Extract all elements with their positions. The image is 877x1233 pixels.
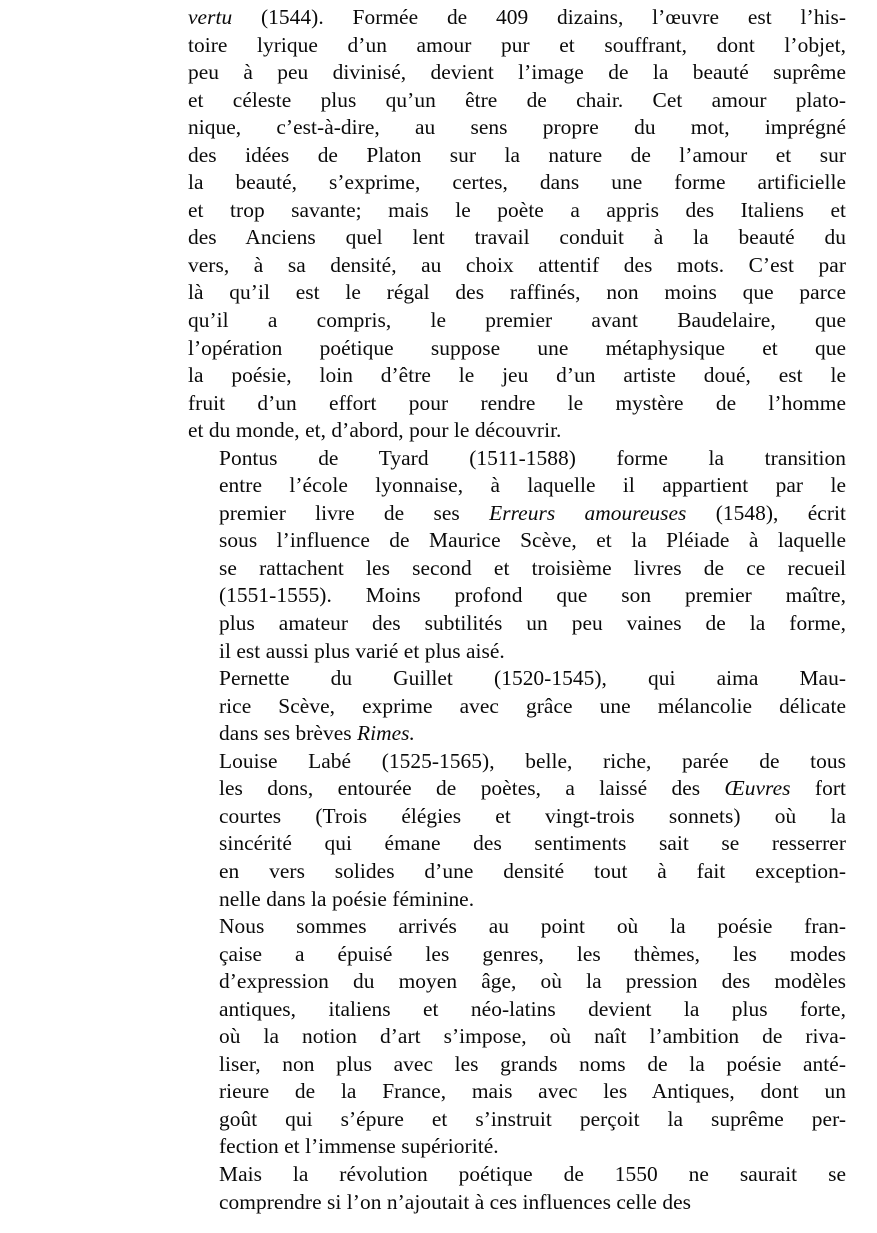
text-line (188, 307, 846, 335)
text-line (188, 59, 846, 87)
text-line (188, 197, 846, 225)
text-run: et du monde, et, d’abord, pour le découvrir. (188, 418, 562, 443)
text-run: vers, à sa densité, au choix attentif des mots. C’est par (188, 252, 846, 277)
text-line (188, 142, 846, 170)
text-run: (1548), écrit (686, 500, 846, 525)
text-line (188, 472, 846, 500)
text-line (188, 1133, 846, 1161)
text-line (188, 775, 846, 803)
text-line (188, 803, 846, 831)
text-run: courtes (Trois élégies et vingt-trois sonnets) où la (219, 803, 846, 828)
text-line (188, 748, 846, 776)
text-line (188, 1078, 846, 1106)
text-run: fort (790, 776, 846, 801)
text-line (188, 693, 846, 721)
text-line (188, 941, 846, 969)
text-run: antiques, italiens et néo-latins devient la plus forte, (219, 996, 846, 1021)
text-line (188, 417, 846, 445)
text-line (188, 114, 846, 142)
italic-title: vertu (188, 5, 233, 29)
text-run: et trop savante; mais le poète a appris des Italiens et (188, 197, 846, 222)
text-line (188, 279, 846, 307)
text-run: et céleste plus qu’un être de chair. Cet amour plato- (188, 87, 846, 112)
text-run: qu’il a compris, le premier avant Baudelaire, que (188, 308, 846, 333)
paragraph (188, 445, 846, 665)
text-line (188, 1023, 846, 1051)
text-line (188, 1161, 846, 1189)
text-line (188, 87, 846, 115)
text-run: nique, c’est-à-dire, au sens propre du mot, imprégné (188, 115, 846, 140)
text-run: Pontus de Tyard (1511-1588) forme la transition (219, 445, 846, 470)
text-run: il est aussi plus varié et plus aisé. (219, 638, 505, 663)
text-run: les dons, entourée de poètes, a laissé des (219, 776, 725, 801)
text-line (188, 886, 846, 914)
text-line (188, 169, 846, 197)
text-run: la beauté, s’exprime, certes, dans une forme artificielle (188, 170, 846, 195)
text-run: des idées de Platon sur la nature de l’amour et sur (188, 142, 846, 167)
text-run: çaise a épuisé les genres, les thèmes, les modes (219, 941, 846, 966)
text-run: d’expression du moyen âge, où la pression des modèles (219, 969, 846, 994)
text-run: rieure de la France, mais avec les Antiques, dont un (219, 1079, 846, 1104)
text-line (188, 527, 846, 555)
text-line (188, 968, 846, 996)
italic-title: Rimes. (357, 721, 415, 746)
text-run: l’opération poétique suppose une métaphysique et que (188, 335, 846, 360)
text-run: là qu’il est le régal des raffinés, non moins que parce (188, 280, 846, 305)
text-line (188, 858, 846, 886)
text-line (188, 500, 846, 528)
text-run: Nous sommes arrivés au point où la poésie fran- (219, 914, 846, 939)
text-line (188, 996, 846, 1024)
text-run: comprendre si l’on n’ajoutait à ces influences celle des (219, 1189, 692, 1214)
text-run: fruit d’un effort pour rendre le mystère de l’homme (188, 390, 846, 415)
text-run: Louise Labé (1525-1565), belle, riche, parée de tous (219, 748, 846, 773)
text-run: nelle dans la poésie féminine. (219, 886, 475, 911)
text-run: Mais la révolution poétique de 1550 ne saurait se (219, 1161, 846, 1186)
text-line (188, 913, 846, 941)
text-run: Pernette du Guillet (1520-1545), qui aima Mau- (219, 666, 846, 691)
text-run: rice Scève, exprime avec grâce une mélancolie délicate (219, 693, 846, 718)
text-run: premier livre de ses (219, 500, 490, 525)
paragraph (188, 4, 846, 445)
text-line (188, 1189, 846, 1217)
text-line (188, 445, 846, 473)
text-run: dans ses brèves (219, 721, 358, 746)
text-run: des Anciens quel lent travail conduit à la beauté du (188, 225, 846, 250)
italic-title: Œuvres (724, 776, 791, 801)
paragraph (188, 1161, 846, 1216)
text-line (188, 224, 846, 252)
text-run: peu à peu divinisé, devient l’image de la beauté suprême (188, 60, 846, 85)
text-run: entre l’école lyonnaise, à laquelle il appartient par le (219, 473, 846, 498)
text-line (188, 4, 846, 32)
paragraph (188, 913, 846, 1161)
text-run: sincérité qui émane des sentiments sait se resserrer (219, 831, 846, 856)
text-line (188, 252, 846, 280)
text-line (188, 720, 846, 748)
text-run: se rattachent les second et troisième livres de ce recueil (219, 555, 846, 580)
text-line (188, 1051, 846, 1079)
text-line (188, 555, 846, 583)
text-line (188, 1106, 846, 1134)
body-text-column (188, 4, 846, 1216)
paragraph (188, 748, 846, 913)
text-run: liser, non plus avec les grands noms de la poésie anté- (219, 1051, 846, 1076)
text-run: (1544). Formée de 409 dizains, l’œuvre est l’his- (232, 5, 846, 29)
text-line (188, 390, 846, 418)
text-line (188, 610, 846, 638)
text-line (188, 830, 846, 858)
text-run: plus amateur des subtilités un peu vaines de la forme, (219, 611, 846, 636)
text-line (188, 362, 846, 390)
text-run: goût qui s’épure et s’instruit perçoit la suprême per- (219, 1106, 846, 1131)
text-line (188, 582, 846, 610)
text-line (188, 335, 846, 363)
text-line (188, 638, 846, 666)
paragraph (188, 665, 846, 748)
italic-title: Erreurs amoureuses (489, 500, 687, 525)
text-run: la poésie, loin d’être le jeu d’un artiste doué, est le (188, 363, 846, 388)
text-run: fection et l’immense supériorité. (219, 1134, 499, 1159)
text-line (188, 32, 846, 60)
text-run: en vers solides d’une densité tout à fait exception- (219, 858, 846, 883)
text-line (188, 665, 846, 693)
text-run: (1551-1555). Moins profond que son premier maître, (219, 583, 846, 608)
text-run: sous l’influence de Maurice Scève, et la Pléiade à laquelle (219, 528, 846, 553)
text-run: où la notion d’art s’impose, où naît l’ambition de riva- (219, 1024, 846, 1049)
text-run: toire lyrique d’un amour pur et souffrant, dont l’objet, (188, 32, 846, 57)
